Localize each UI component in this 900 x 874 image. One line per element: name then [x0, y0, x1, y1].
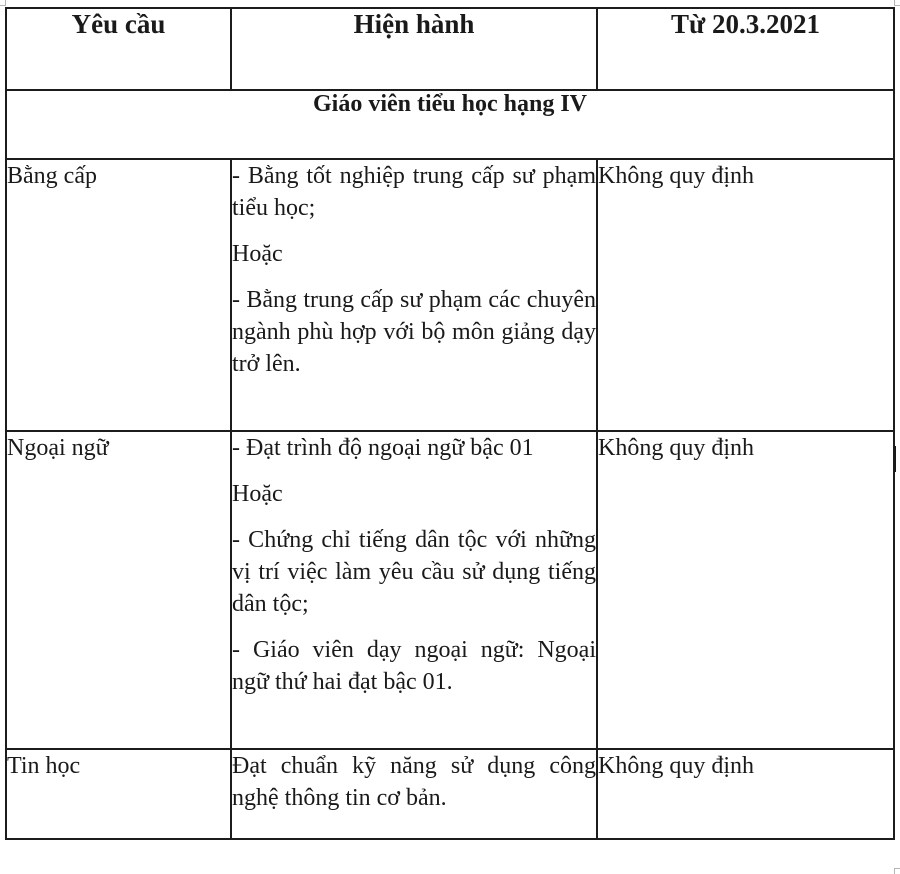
requirement-cell: Bằng cấp: [6, 159, 231, 431]
current-paragraph: - Bằng tốt nghiệp trung cấp sư phạm tiểu học;: [232, 163, 596, 221]
current-cell: [231, 749, 597, 839]
requirement-cell: Tin học: [6, 749, 231, 839]
current-cell: [231, 431, 597, 749]
section-title: Giáo viên tiểu học hạng IV: [6, 90, 894, 159]
table-row: [6, 159, 894, 431]
table-row: [6, 749, 894, 839]
current-paragraph: Hoặc: [232, 241, 283, 267]
page-corner-mark: [0, 0, 6, 6]
comparison-table: [5, 7, 895, 840]
requirement-cell: Ngoại ngữ: [6, 431, 231, 749]
text-cursor: [894, 446, 896, 472]
current-cell: [231, 159, 597, 431]
page-corner-mark: [894, 868, 900, 874]
header-requirement: Yêu cầu: [6, 8, 231, 90]
from-2021-cell: Không quy định: [597, 749, 894, 839]
current-paragraph: - Bằng trung cấp sư phạm các chuyên ngành phù hợp với bộ môn giảng dạy trở lên.: [232, 287, 596, 377]
current-paragraph: Hoặc: [232, 481, 283, 507]
current-paragraph: Đạt chuẩn kỹ năng sử dụng công nghệ thông tin cơ bản.: [232, 753, 596, 811]
section-row: [6, 90, 894, 159]
header-current: Hiện hành: [231, 8, 597, 90]
current-paragraph: - Đạt trình độ ngoại ngữ bậc 01: [232, 435, 534, 461]
table-row: [6, 431, 894, 749]
header-row: [6, 8, 894, 90]
page-corner-mark: [894, 0, 900, 6]
current-paragraph: - Chứng chỉ tiếng dân tộc với những vị trí việc làm yêu cầu sử dụng tiếng dân tộc;: [232, 527, 596, 617]
current-paragraph: - Giáo viên dạy ngoại ngữ: Ngoại ngữ thứ hai đạt bậc 01.: [232, 637, 596, 695]
from-2021-cell: Không quy định: [597, 159, 894, 431]
header-from-2021: Từ 20.3.2021: [597, 8, 894, 90]
from-2021-cell: Không quy định: [597, 431, 894, 749]
